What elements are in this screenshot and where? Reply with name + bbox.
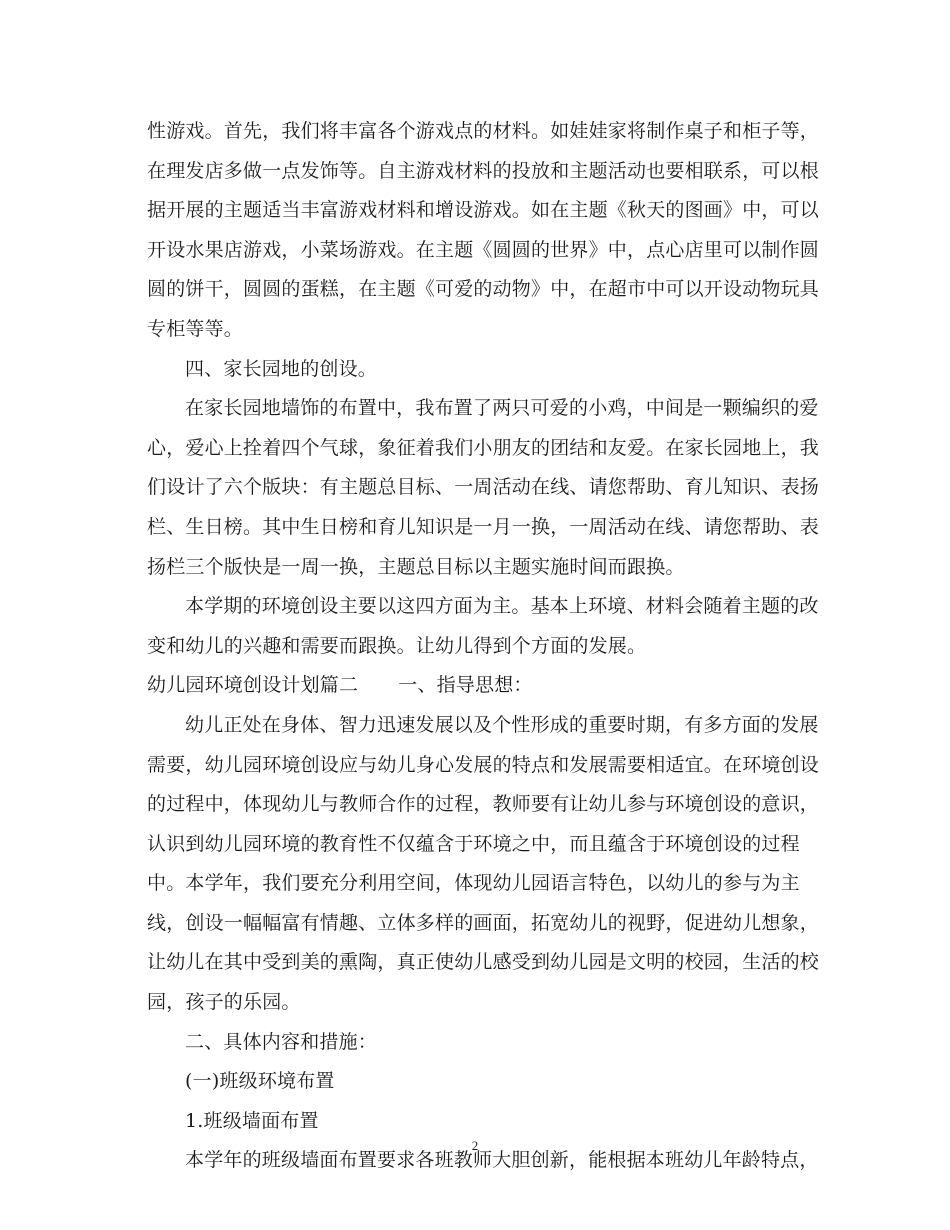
text-line xyxy=(147,508,820,548)
line-text: 性游戏。首先，我们将丰富各个游戏点的材料。如娃娃家将制作桌子和柜子等， xyxy=(147,120,820,142)
text-line xyxy=(147,587,819,627)
line-text: 扬栏三个版快是一周一换，主题总目标以主题实施时间而跟换。 xyxy=(147,555,685,578)
text-line xyxy=(147,429,820,469)
text-line xyxy=(147,943,820,983)
text-line xyxy=(147,983,807,1023)
text-line xyxy=(147,112,820,152)
line-text: (一)班级环境布置 xyxy=(185,1070,335,1093)
line-text: 在家长园地墙饰的布置中，我布置了两只可爱的小鸡，中间是一颗编织的爱 xyxy=(185,397,819,420)
line-text: 认识到幼儿园环境的教育性不仅蕴含于环境之中，而且蕴含于环境创设的过程 xyxy=(147,832,800,855)
line-text: 让幼儿在其中受到美的熏陶，真正使幼儿感受到幼儿园是文明的校园，生活的校 xyxy=(147,951,820,974)
text-line xyxy=(147,389,819,429)
line-text: 幼儿园环境创设计划篇二 xyxy=(147,674,359,697)
text-line xyxy=(147,1062,807,1102)
text-line xyxy=(147,350,807,390)
text-line xyxy=(147,864,807,904)
line-text: 心，爱心上拴着四个气球，象征着我们小朋友的团结和友爱。在家长园地上，我 xyxy=(147,436,820,459)
line-tail-text: 一、指导思想： xyxy=(398,674,533,697)
line-text: 本学年的班级墙面布置要求各班教师大胆创新，能根据本班幼儿年龄特点， xyxy=(185,1149,819,1172)
text-line xyxy=(147,468,820,508)
line-text: 在理发店多做一点发饰等。自主游戏材料的投放和主题活动也要相联系，可以根 xyxy=(147,159,820,182)
line-text: 需要，幼儿园环境创设应与幼儿身心发展的特点和发展需要相适宜。在环境创设 xyxy=(147,753,820,776)
section-heading-line xyxy=(147,666,807,706)
text-line xyxy=(147,825,807,865)
text-line xyxy=(147,548,807,588)
line-text: 圆的饼干，圆圆的蛋糕，在主题《可爱的动物》中，在超市中可以开设动物玩具 xyxy=(147,278,820,301)
text-line xyxy=(147,191,820,231)
line-text: 据开展的主题适当丰富游戏材料和增设游戏。如在主题《秋天的图画》中，可以 xyxy=(147,199,820,222)
line-text: 专柜等等。 xyxy=(147,317,244,340)
text-line xyxy=(147,231,820,271)
line-text: 幼儿正处在身体、智力迅速发展以及个性形成的重要时期，有多方面的发展 xyxy=(185,713,819,736)
text-line xyxy=(147,270,820,310)
line-text: 栏、生日榜。其中生日榜和育儿知识是一月一换，一周活动在线、请您帮助、表 xyxy=(147,515,820,538)
page-number: 2 xyxy=(471,1138,479,1153)
line-text: 园，孩子的乐园。 xyxy=(147,991,301,1014)
text-line xyxy=(147,1102,807,1142)
text-line xyxy=(147,904,820,944)
text-line xyxy=(147,627,807,667)
line-text: 线，创设一幅幅富有情趣、立体多样的画面，拓宽幼儿的视野，促进幼儿想象， xyxy=(147,911,820,934)
text-line xyxy=(147,1023,807,1063)
line-text: 们设计了六个版块：有主题总目标、一周活动在线、请您帮助、育儿知识、表扬 xyxy=(147,476,820,499)
line-text: 中。本学年，我们要充分利用空间，体现幼儿园语言特色，以幼儿的参与为主 xyxy=(147,872,800,895)
text-line xyxy=(147,746,820,786)
text-line xyxy=(147,785,820,825)
text-line xyxy=(147,310,807,350)
text-line xyxy=(147,706,819,746)
line-text: 的过程中，体现幼儿与教师合作的过程，教师要有让幼儿参与环境创设的意识， xyxy=(147,793,820,816)
text-line xyxy=(147,152,820,192)
line-text: 本学期的环境创设主要以这四方面为主。基本上环境、材料会随着主题的改 xyxy=(185,595,819,618)
line-text: 开设水果店游戏，小菜场游戏。在主题《圆圆的世界》中，点心店里可以制作圆 xyxy=(147,238,820,261)
document-body xyxy=(147,112,820,1181)
line-text: 变和幼儿的兴趣和需要而跟换。让幼儿得到个方面的发展。 xyxy=(147,634,647,657)
line-text: 1.班级墙面布置 xyxy=(185,1109,319,1132)
line-text: 二、具体内容和措施： xyxy=(185,1030,378,1053)
line-text: 四、家长园地的创设。 xyxy=(185,357,378,380)
